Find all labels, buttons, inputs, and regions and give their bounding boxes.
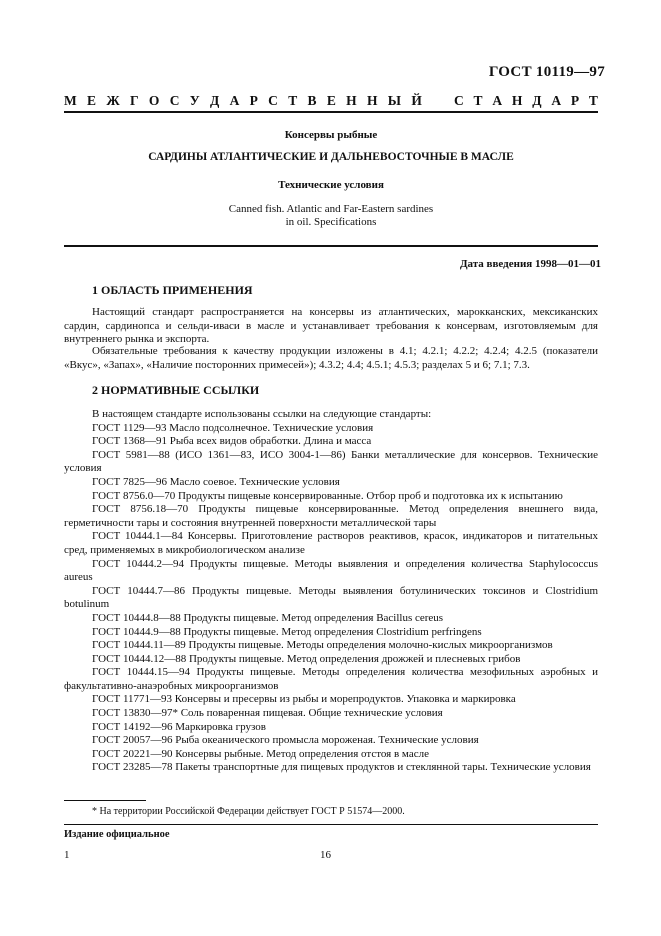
reference-item: ГОСТ 10444.12—88 Продукты пищевые. Метод определения дрожжей и плесневых грибов: [92, 652, 521, 665]
banner-word-interstate: М Е Ж Г О С У Д А Р С Т В Е Н Н Ы Й: [64, 93, 422, 108]
reference-item: ГОСТ 10444.9—88 Продукты пищевые. Метод определения Clostridium perfringens: [92, 625, 482, 638]
reference-item: ГОСТ 1368—91 Рыба всех видов обработки. Длина и масса: [92, 435, 372, 448]
section-heading-scope: 1 ОБЛАСТЬ ПРИМЕНЕНИЯ: [92, 283, 253, 297]
references-lead: В настоящем стандарте использованы ссылки на следующие стандарты:: [92, 408, 432, 420]
intro-date: Дата введения 1998—01—01: [459, 258, 601, 270]
reference-item: ГОСТ 20221—90 Консервы рыбные. Метод определения отстоя в масле: [92, 747, 429, 760]
english-title-line: Canned fish. Atlantic and Far-Eastern sardines: [228, 203, 434, 215]
reference-item: ГОСТ 10444.8—88 Продукты пищевые. Метод определения Bacillus cereus: [92, 611, 444, 624]
scope-paragraph: Настоящий стандарт распространяется на консервы из атлантических, марокканских, мексиканских сардин, сардинопса и сельди-иваси в масле и устанавливает требования к консервам, изготовляемым для внутреннего рынка и экспорта.: [64, 306, 598, 346]
english-title: [64, 203, 598, 229]
title-rule: [64, 245, 598, 247]
footnote: * На территории Российской Федерации действует ГОСТ Р 51574—2000.: [92, 806, 405, 817]
reference-item: ГОСТ 8756.0—70 Продукты пищевые консервированные. Отбор проб и подготовка их к испытанию: [92, 489, 563, 502]
references-list: [64, 408, 598, 775]
reference-item: ГОСТ 10444.1—84 Консервы. Приготовление растворов реактивов, красок, индикаторов и питательных сред, применяемых в микробиологическом анализе: [64, 530, 598, 556]
reference-item: ГОСТ 10444.15—94 Продукты пищевые. Методы определения количества мезофильных аэробных и факультативно-анаэробных микроорганизмов: [64, 666, 598, 692]
header-rule: [64, 111, 598, 113]
requirements-paragraph: Обязательные требования к качеству продукции изложены в 4.1; 4.2.1; 4.2.2; 4.2.4; 4.2.5 (показатели «Вкус», «Запах», «Наличие посторонних примесей»); 4.3.2; 4.4; 4.5.1; 4.5.3; разделах 5 и 6; 7.1; 7.3.: [64, 345, 598, 371]
reference-item: ГОСТ 14192—96 Маркировка грузов: [92, 720, 266, 733]
reference-item: ГОСТ 8756.18—70 Продукты пищевые консервированные. Метод определения внешнего вида, герметичности тары и состояния внутренней поверхности металлической тары: [64, 503, 598, 529]
footnote-separator: [64, 800, 146, 801]
reference-item: ГОСТ 20057—96 Рыба океанического промысла мороженая. Технические условия: [92, 734, 479, 747]
english-title-line: in oil. Specifications: [285, 216, 377, 228]
reference-item: ГОСТ 23285—78 Пакеты транспортные для пищевых продуктов и стеклянной тары. Технические условия: [92, 761, 591, 774]
product-type: Консервы рыбные: [284, 129, 378, 141]
reference-item: ГОСТ 10444.7—86 Продукты пищевые. Методы выявления ботулинических токсинов и Clostridium botulinum: [64, 584, 598, 611]
document-title: САРДИНЫ АТЛАНТИЧЕСКИЕ И ДАЛЬНЕВОСТОЧНЫЕ В МАСЛЕ: [148, 151, 514, 163]
document-subtitle: Технические условия: [278, 179, 384, 191]
section-heading-references: 2 НОРМАТИВНЫЕ ССЫЛКИ: [92, 383, 260, 397]
edition-label: Издание официальное: [64, 829, 170, 840]
interstate-standard-banner: [64, 93, 598, 109]
reference-item: ГОСТ 10444.11—89 Продукты пищевые. Методы определения молочно-кислых микроорганизмов: [92, 639, 553, 652]
reference-item: ГОСТ 7825—96 Масло соевое. Технические условия: [92, 475, 340, 488]
reference-item: ГОСТ 10444.2—94 Продукты пищевые. Методы выявления и определения количества Staphylococcus aureus: [64, 557, 598, 584]
reference-item: ГОСТ 1129—93 Масло подсолнечное. Технические условия: [92, 421, 374, 434]
page-number: 16: [320, 849, 331, 861]
folio-left: 1: [64, 849, 70, 861]
reference-item: ГОСТ 5981—88 (ИСО 1361—83, ИСО 3004-1—86) Банки металлические для консервов. Технические условия: [64, 448, 598, 475]
footer-rule: [64, 824, 598, 825]
gost-number: ГОСТ 10119—97: [488, 64, 605, 80]
banner-word-standard: С Т А Н Д А Р Т: [454, 93, 598, 108]
reference-item: ГОСТ 11771—93 Консервы и пресервы из рыбы и морепродуктов. Упаковка и маркировка: [92, 693, 516, 706]
reference-item: ГОСТ 13830—97* Соль поваренная пищевая. Общие технические условия: [92, 707, 443, 720]
